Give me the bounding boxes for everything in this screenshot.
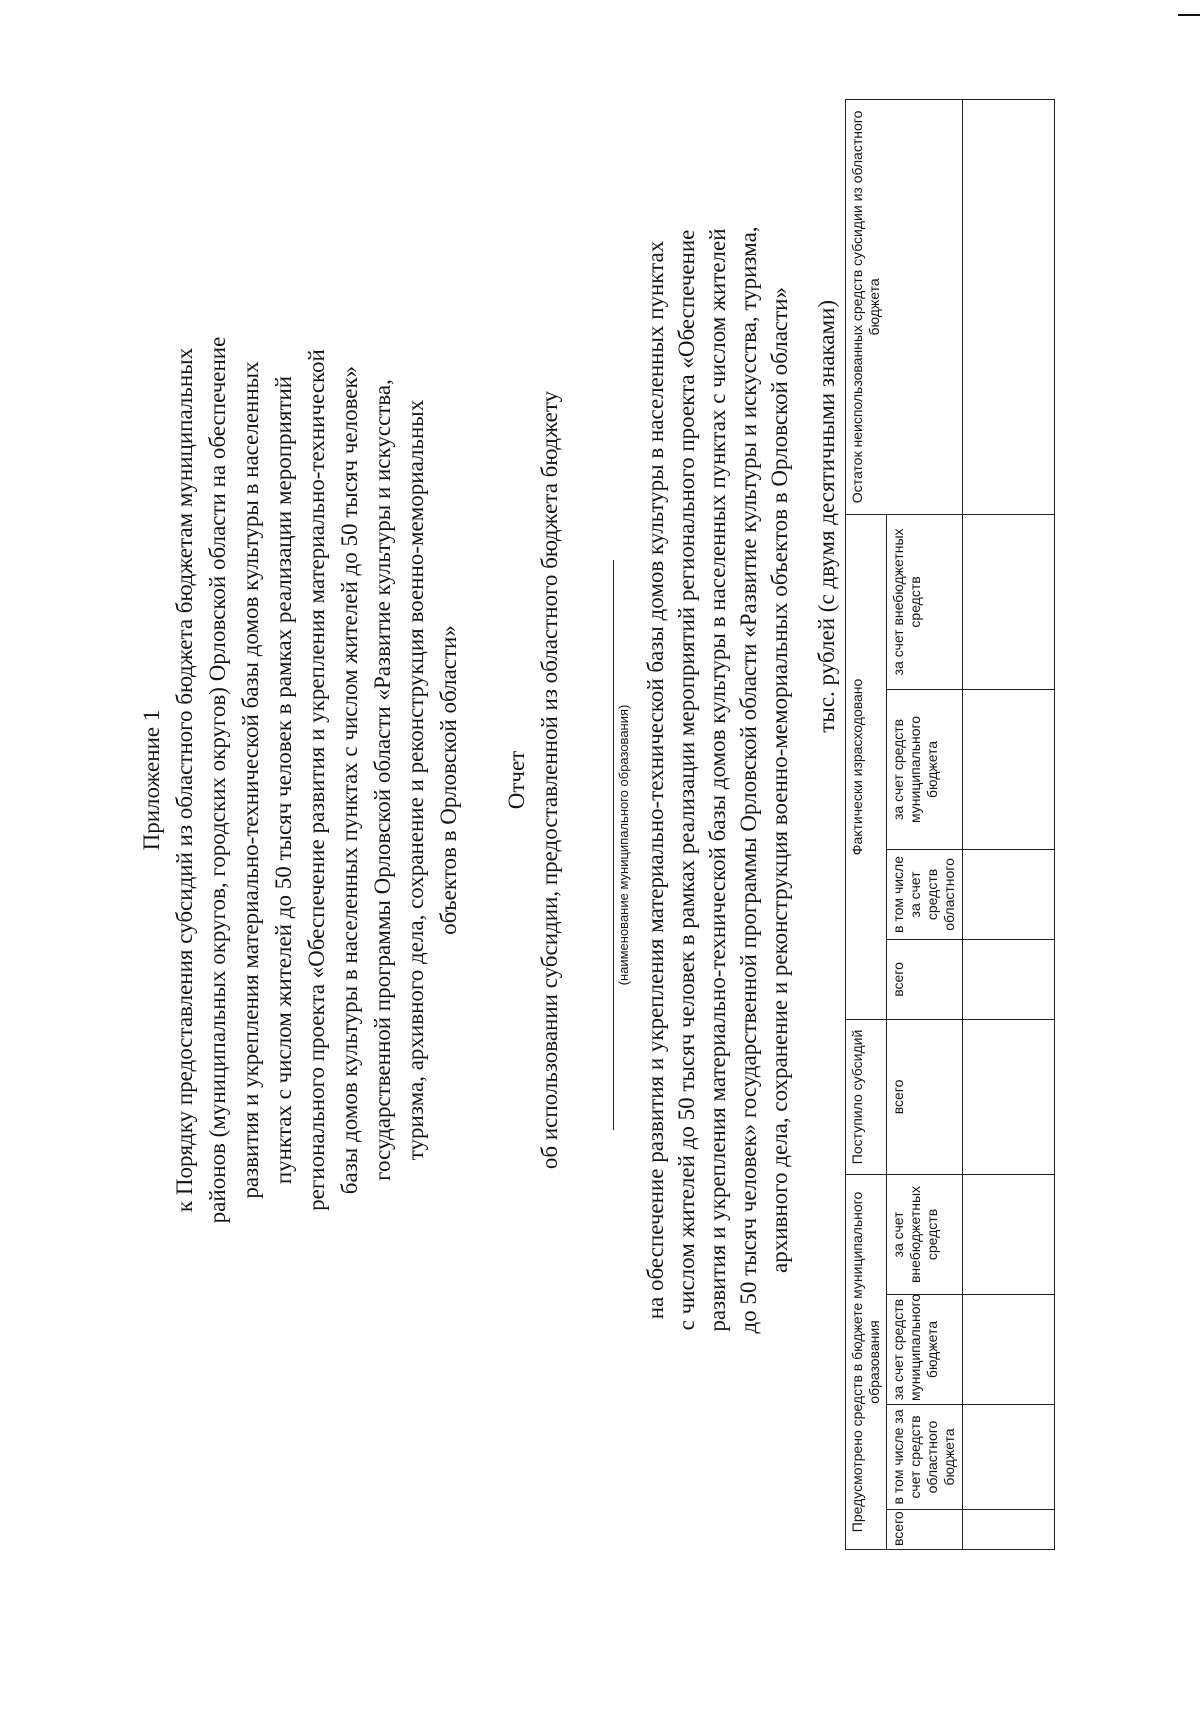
report-title: Отчет	[504, 750, 529, 810]
header-received: Поступило субсидий	[846, 1019, 887, 1174]
header-spent: Фактически израсходовано	[846, 514, 887, 1019]
purpose-line: с числом жителей до 50 тысяч человек в рамках реализации мероприятий регионального проекта «Обеспечение	[674, 229, 699, 1331]
purpose-line: развития и укрепления материально-технической базы домов культуры в населенных пунктах с числом жителей	[705, 228, 730, 1332]
header-line: регионального проекта «Обеспечение развития и укрепления материально-технической	[304, 349, 329, 1211]
header-line: государственной программы Орловской области «Развитие культуры и искусства,	[370, 379, 395, 1181]
purpose-line: до 50 тысяч человек» государственной программы Орловской области «Развитие культуры и искусства, туризма,	[736, 226, 761, 1334]
table-cell	[963, 1019, 1055, 1174]
header-remainder: Остаток неиспользованных средств субсидии из областного бюджета	[846, 99, 963, 514]
table-header-row	[846, 99, 887, 1549]
sub-spent-total: всего	[887, 939, 963, 1019]
sub-planned-total: всего	[887, 1510, 963, 1550]
header-line: туризма, архивного дела, сохранение и реконструкция военно-мемориальных	[403, 399, 428, 1161]
header-line: к Порядку предоставления субсидий из областного бюджета бюджетам муниципальных	[172, 347, 197, 1213]
sub-spent-extrabudget: за счет внебюджетных средств	[887, 514, 963, 689]
sub-planned-municipal: за счет средств муниципального бюджета	[887, 1295, 963, 1405]
header-line: пунктах с числом жителей до 50 тысяч человек в рамках реализации мероприятий	[271, 375, 296, 1185]
appendix-header	[135, 50, 465, 1510]
table-row	[963, 99, 1055, 1549]
table-cell	[963, 99, 1055, 514]
header-line: районов (муниципальных округов, городских округов) Орловской области на обеспечение	[205, 336, 230, 1224]
table-cell	[963, 689, 1055, 849]
table-cell	[963, 1295, 1055, 1405]
sub-spent-regional: в том числе за счет средств областного	[887, 849, 963, 939]
table-cell	[963, 939, 1055, 1019]
table-cell	[963, 1510, 1055, 1550]
units-note: тыс. рублей (с двумя десятичными знаками)	[814, 300, 839, 733]
sub-planned-regional: в том числе за счет средств областного бюджета	[887, 1405, 963, 1510]
report-title-block	[500, 50, 566, 1510]
header-planned: Предусмотрено средств в бюджете муниципального образования	[846, 1174, 887, 1549]
sub-planned-extrabudget: за счет внебюджетных средств	[887, 1174, 963, 1294]
sub-spent-municipal: за счет средств муниципального бюджета	[887, 689, 963, 849]
header-line: объектов в Орловской области»	[436, 625, 461, 935]
header-line: развития и укрепления материально-технической базы домов культуры в населенных	[238, 361, 263, 1199]
appendix-title: Приложение 1	[139, 709, 164, 851]
table-cell	[963, 514, 1055, 689]
sub-received-total: всего	[887, 1019, 963, 1174]
table-cell	[963, 1405, 1055, 1510]
report-table	[845, 99, 1055, 1550]
header-line: базы домов культуры в населенных пунктах с числом жителей до 50 тысяч человек»	[337, 365, 362, 1195]
table-cell	[963, 1174, 1055, 1294]
municipality-name-line	[613, 560, 614, 1130]
municipality-name-caption: (наименование муниципального образования)	[616, 704, 631, 986]
report-subtitle: об использовании субсидии, предоставленной из областного бюджета бюджету	[537, 390, 562, 1170]
purpose-line: архивного дела, сохранение и реконструкция военно-мемориальных объектов в Орловской области»	[767, 287, 792, 1273]
report-purpose	[640, 10, 795, 1550]
purpose-line: на обеспечение развития и укрепления материально-технической базы домов культуры в населенных пунктах	[643, 240, 668, 1320]
table-cell	[963, 849, 1055, 939]
